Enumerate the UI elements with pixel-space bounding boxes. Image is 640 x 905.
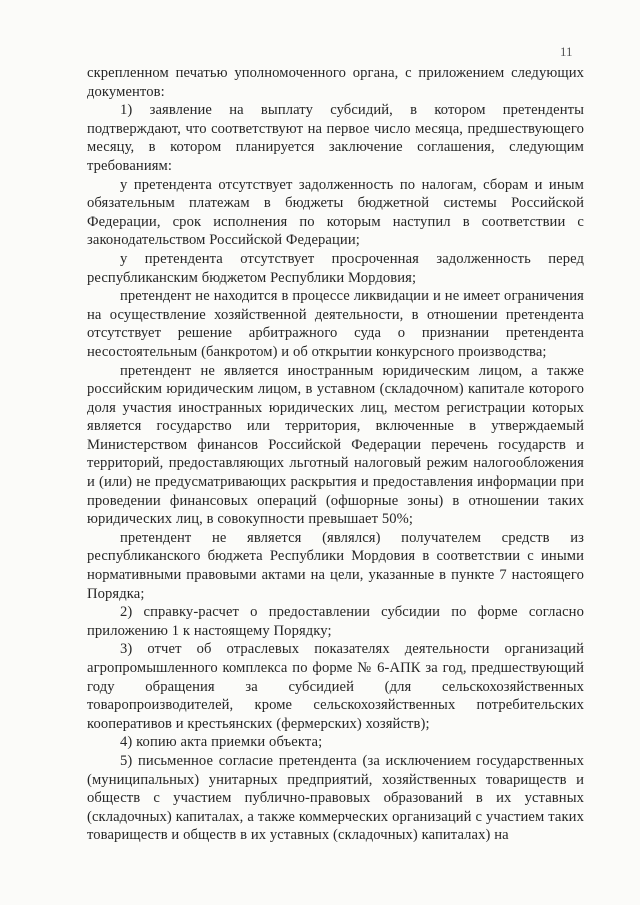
item-3-report: 3) отчет об отраслевых показателях деятельности организаций агропромышленного комплекса по форме № 6-АПК за год, предшествующий году обращения за субсидией (для сельскохозяйственных товаропроизводителей, кроме сельскохозяйственных потребительских кооперативов и крестьянских (фермерских) хозяйств);	[87, 641, 584, 732]
requirement-no-tax-debt: у претендента отсутствует задолженность по налогам, сборам и иным обязательным платежам в бюджеты бюджетной системы Российской Федерации, срок исполнения по которым наступил в соответствии с законодательством Российской Федерации;	[87, 176, 584, 249]
intro-paragraph: скрепленном печатью уполномоченного органа, с приложением следующих документов:	[87, 65, 584, 100]
requirement-no-overdue-debt: у претендента отсутствует просроченная задолженность перед республиканским бюджетом Республики Мордовия;	[87, 250, 584, 286]
item-4-act-copy: 4) копию акта приемки объекта;	[120, 734, 323, 751]
item-1-application: 1) заявление на выплату субсидий, в котором претенденты подтверждают, что соответствуют на первое число месяца, предшествующего месяцу, в котором планируется заключение соглашения, следующим требованиям:	[87, 102, 584, 174]
item-2-calculation: 2) справку-расчет о предоставлении субсидии по форме согласно приложению 1 к настоящему Порядку;	[87, 604, 584, 639]
page-number: 11	[560, 44, 573, 59]
item-5-consent: 5) письменное согласие претендента (за исключением государственных (муниципальных) унитарных предприятий, хозяйственных товариществ и обществ с участием публично-правовых образований в их уставных (складочных) капиталах, а также коммерческих организаций с участием таких товариществ и обществ в их уставных (складочных) капиталах) на	[87, 752, 584, 844]
requirement-not-foreign: претендент не является иностранным юридическим лицом, а также российским юридическим лицом, в уставном (складочном) капитале которого доля участия иностранных юридических лиц, местом регистрации которых является государство или территория, включенные в утверждаемый Министерством финансов Российской Федерации перечень государств и территорий, предоставляющих льготный налоговый режим налогообложения и (или) не предусматривающих раскрытия и предоставления информации при проведении финансовых операций (офшорные зоны) в отношении таких юридических лиц, в совокупности превышает 50%;	[87, 362, 584, 528]
document-body	[87, 64, 584, 845]
requirement-not-liquidated: претендент не находится в процессе ликвидации и не имеет ограничения на осуществление хозяйственной деятельности, в отношении претендента отсутствует решение арбитражного суда о признании претендента несостоятельным (банкротом) и об открытии конкурсного производства;	[87, 288, 584, 360]
requirement-not-recipient: претендент не является (являлся) получателем средств из республиканского бюджета Республики Мордовия в соответствии с иными нормативными правовыми актами на цели, указанные в пункте 7 настоящего Порядка;	[87, 529, 584, 602]
